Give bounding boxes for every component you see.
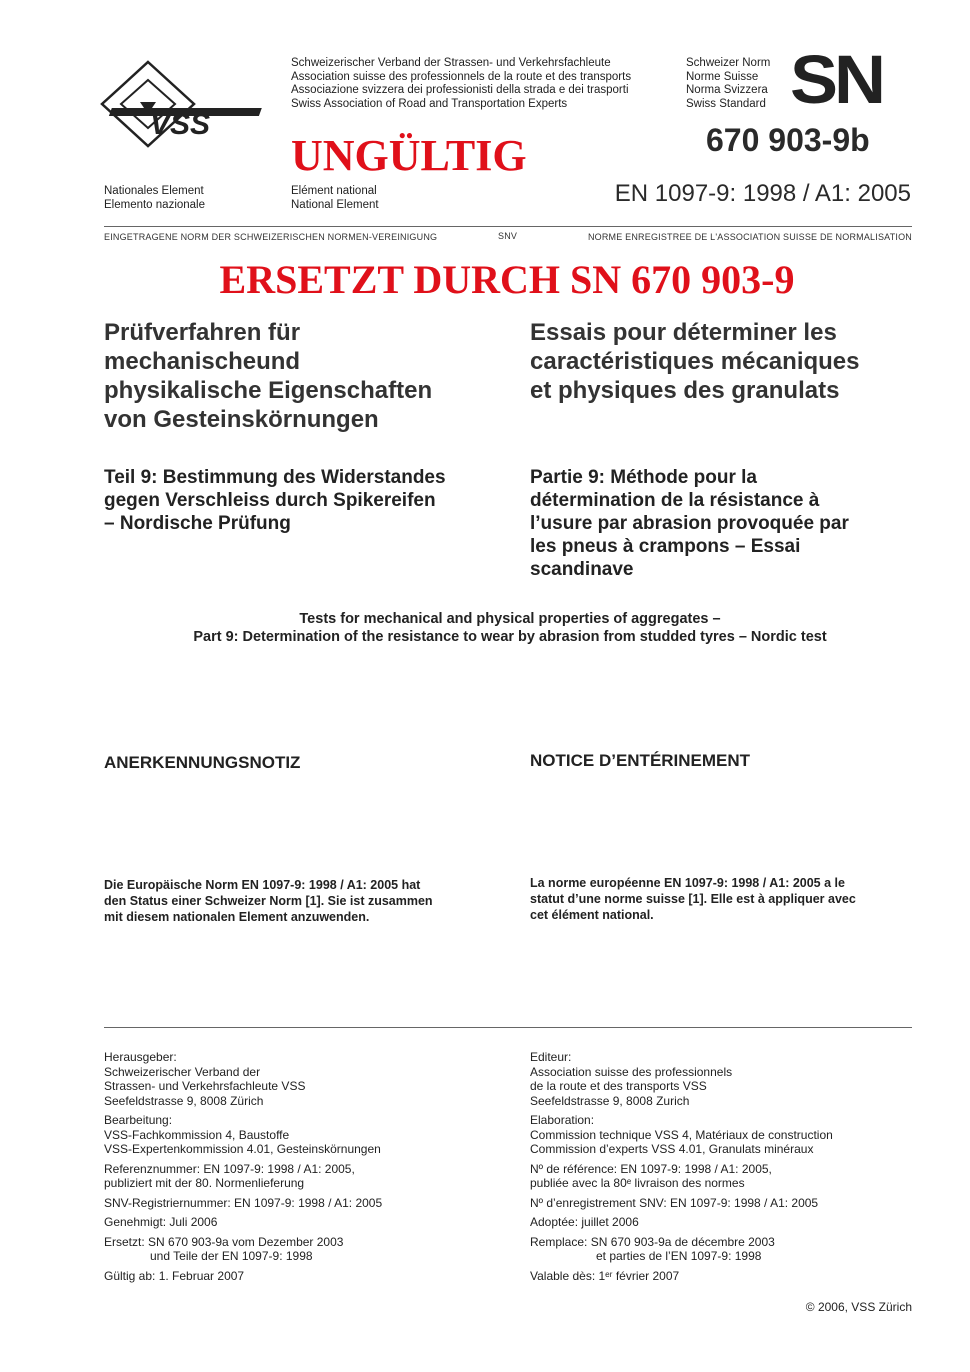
standard-type-line: Norma Svizzera — [686, 84, 768, 96]
element-fr-line: National Element — [291, 198, 379, 211]
publisher-de-block: Genehmigt: Juli 2006 — [104, 1215, 218, 1229]
notice-heading-de: ANERKENNUNGSNOTIZ — [104, 753, 301, 772]
sn-logo — [790, 42, 882, 118]
publisher-de — [104, 1050, 514, 1288]
vss-logo-icon — [100, 58, 280, 150]
replaced-by-stamp: ERSETZT DURCH SN 670 903-9 — [219, 257, 795, 302]
notice-text-fr — [530, 875, 920, 923]
publisher-de-block: Bearbeitung: VSS-Fachkommission 4, Baustoffe VSS-Expertenkommission 4.01, Gesteinskörnungen — [104, 1113, 381, 1156]
standard-type-line: Schweizer Norm — [686, 57, 771, 69]
standard-number: 670 903-9b — [706, 122, 870, 158]
notice-text-de-line: den Status einer Schweizer Norm [1]. Sie ist zusammen — [104, 894, 433, 908]
copyright: © 2006, VSS Zürich — [805, 1300, 912, 1314]
footer-divider — [104, 1027, 912, 1028]
association-line: Association suisse des professionnels de la route et des transports — [291, 70, 632, 83]
register-left: EINGETRAGENE NORM DER SCHWEIZERISCHEN NORMEN-VEREINIGUNG — [104, 232, 438, 242]
association-names — [291, 57, 681, 111]
publisher-fr-block: Nº d’enregistrement SNV: EN 1097-9: 1998 / A1: 2005 — [530, 1195, 819, 1210]
status-stamp: UNGÜLTIG — [291, 131, 527, 180]
vss-logo — [100, 58, 280, 150]
element-de-line: Elemento nazionale — [104, 198, 206, 211]
publisher-de-block: Referenznummer: EN 1097-9: 1998 / A1: 2005, publiziert mit der 80. Normenlieferung — [104, 1161, 355, 1190]
title-de-line: Prüfverfahren für — [104, 319, 301, 346]
en-reference: EN 1097-9: 1998 / A1: 2005 — [614, 180, 911, 207]
publisher-de-block: Herausgeber: Schweizerischer Verband der Strassen- und Verkehrsfachleute VSS Seefeldstrasse 9, 8008 Zürich — [104, 1050, 306, 1108]
register-right: NORME ENREGISTREE DE L'ASSOCIATION SUISSE DE NORMALISATION — [587, 232, 912, 242]
part-title-fr-line: Partie 9: Méthode pour la — [530, 467, 757, 488]
element-fr-line: Elément national — [291, 185, 377, 197]
association-line: Schweizerischer Verband der Strassen- und Verkehrsfachleute — [291, 57, 611, 69]
title-fr-line: Essais pour déterminer les — [530, 319, 837, 346]
title-en-line: Tests for mechanical and physical properties of aggregates – — [299, 611, 721, 627]
publisher-de-block: SNV-Registriernummer: EN 1097-9: 1998 / A1: 2005 — [104, 1195, 383, 1210]
element-fr — [291, 185, 379, 212]
publisher-fr-block: Adoptée: juillet 2006 — [530, 1215, 639, 1229]
publisher-de-block: Gültig ab: 1. Februar 2007 — [104, 1268, 245, 1283]
part-title-de-line: gegen Verschleiss durch Spikereifen — [104, 490, 436, 511]
vss-logo-text: VSS — [150, 108, 211, 141]
part-title-fr — [530, 466, 950, 581]
publisher-fr — [530, 1050, 930, 1288]
notice-text-de-line: Die Europäische Norm EN 1097-9: 1998 / A1: 2005 hat — [104, 878, 421, 892]
part-title-de — [104, 466, 524, 535]
part-title-fr-line: les pneus à crampons – Essai — [530, 536, 801, 557]
part-title-de-line: Teil 9: Bestimmung des Widerstandes — [104, 467, 446, 488]
element-de — [104, 185, 205, 212]
standard-type-line: Norme Suisse — [686, 70, 759, 83]
notice-text-de — [104, 877, 504, 925]
publisher-fr-block: Elaboration: Commission technique VSS 4, Matériaux de construction Commission d’experts VSS 4.01, Granulats minéraux — [530, 1113, 833, 1156]
title-fr-line: et physiques des granulats — [530, 377, 840, 404]
title-de — [104, 318, 524, 434]
title-fr — [530, 318, 950, 405]
notice-text-de-line: mit diesem nationalen Element anzuwenden. — [104, 910, 370, 924]
notice-text-fr-line: statut d’une norme suisse [1]. Elle est à appliquer avec — [530, 892, 856, 906]
publisher-fr-block: Nº de référence: EN 1097-9: 1998 / A1: 2005, publiée avec la 80ᵉ livraison des normes — [530, 1161, 772, 1190]
title-en — [60, 610, 960, 646]
publisher-de-block: Ersetzt: SN 670 903-9a vom Dezember 2003 und Teile der EN 1097-9: 1998 — [104, 1234, 344, 1263]
association-line: Associazione svizzera dei professionisti della strada e dei trasporti — [291, 84, 629, 96]
publisher-fr-block: Valable dès: 1ᵉʳ février 2007 — [530, 1268, 680, 1283]
part-title-fr-line: scandinave — [530, 559, 634, 580]
standard-type — [686, 57, 796, 111]
title-de-line: mechanischeund — [104, 348, 301, 375]
element-de-line: Nationales Element — [104, 185, 204, 197]
publisher-fr-block: Remplace: SN 670 903-9a de décembre 2003 et parties de l’EN 1097-9: 1998 — [530, 1234, 775, 1263]
title-de-line: von Gesteinskörnungen — [104, 406, 379, 433]
notice-text-fr-line: La norme européenne EN 1097-9: 1998 / A1: 2005 a le — [530, 876, 845, 890]
sn-logo-text: SN — [790, 42, 883, 118]
part-title-fr-line: détermination de la résistance à — [530, 490, 820, 511]
publisher-fr-block: Editeur: Association suisse des professionnels de la route et des transports VSS Seefeldstrasse 9, 8008 Zurich — [530, 1050, 733, 1108]
notice-heading-fr: NOTICE D’ENTÉRINEMENT — [530, 751, 751, 770]
title-de-line: physikalische Eigenschaften — [104, 377, 433, 404]
header-divider — [104, 226, 912, 227]
association-line: Swiss Association of Road and Transportation Experts — [291, 97, 568, 110]
standard-type-line: Swiss Standard — [686, 97, 766, 110]
title-en-line: Part 9: Determination of the resistance to wear by abrasion from studded tyres – Nordic test — [193, 629, 827, 645]
part-title-fr-line: l’usure par abrasion provoquée par — [530, 513, 849, 534]
part-title-de-line: – Nordische Prüfung — [104, 513, 291, 534]
notice-text-fr-line: cet élément national. — [530, 908, 654, 922]
title-fr-line: caractéristiques mécaniques — [530, 348, 860, 375]
register-mid: SNV — [498, 231, 518, 241]
